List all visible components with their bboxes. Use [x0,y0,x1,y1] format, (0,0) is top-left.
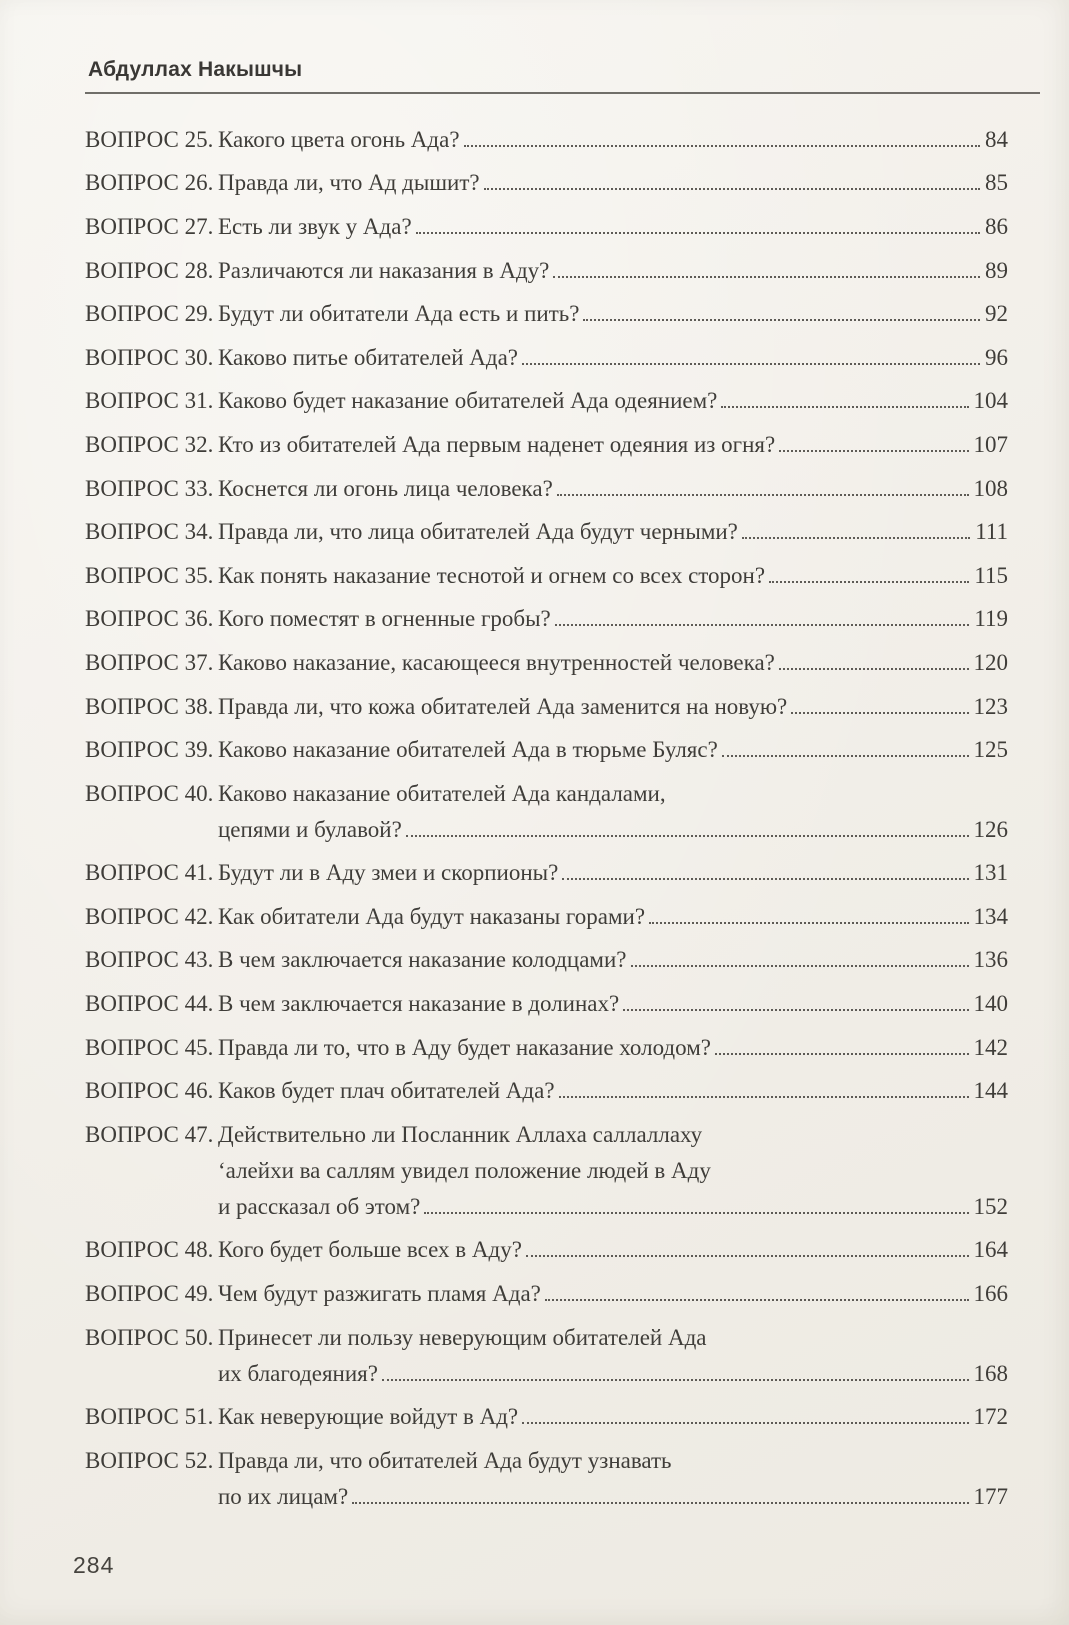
toc-entry-label: ВОПРОС 46. [85,1078,214,1104]
dotted-leader [526,1255,969,1257]
toc-page-number: 136 [973,947,1008,973]
table-of-contents [85,118,1008,1519]
toc-page-number: 86 [985,213,1008,239]
dotted-leader [779,668,969,670]
toc-entry [85,380,1008,424]
dotted-leader [406,835,969,837]
toc-line [85,1276,1008,1312]
toc-line [85,1232,1008,1268]
dotted-leader [553,276,980,278]
toc-entry-text: Правда ли, что кожа обитателей Ада заменится на новую? [218,693,788,719]
toc-entry-label: ВОПРОС 44. [85,991,214,1017]
toc-entry [85,852,1008,896]
toc-entry-text: Каково питье обитателей Ада? [218,344,519,370]
dotted-leader [583,319,980,321]
toc-page-number: 164 [973,1237,1008,1263]
toc-line [85,776,1008,812]
toc-page-number: 84 [985,126,1008,152]
toc-entry-text: Правда ли то, что в Аду будет наказание холодом? [218,1034,711,1060]
toc-entry [85,1439,1008,1519]
toc-entry-text: Правда ли, что обитателей Ада будут узнавать [218,1447,672,1473]
page-number: 284 [73,1552,115,1578]
toc-page-number: 92 [985,301,1008,327]
toc-line [85,427,1008,463]
toc-line [85,471,1008,507]
toc-entry-text: Каково будет наказание обитателей Ада одеянием? [218,388,718,414]
toc-entry [85,982,1008,1026]
dotted-leader [722,755,969,757]
toc-line [85,689,1008,725]
toc-line [85,1479,1008,1515]
toc-page-number: 142 [973,1034,1008,1060]
dotted-leader [649,922,968,924]
toc-page-number: 134 [973,903,1008,929]
toc-page-number: 140 [973,991,1008,1017]
dotted-leader [742,537,970,539]
dotted-leader [562,878,968,880]
toc-entry [85,423,1008,467]
toc-entry-label: ВОПРОС 42. [85,903,214,929]
dotted-leader [715,1053,969,1055]
toc-entry-label: ВОПРОС 41. [85,860,214,886]
toc-line [85,558,1008,594]
toc-line [85,1443,1008,1479]
toc-entry [85,1316,1008,1396]
toc-entry [85,772,1008,852]
dotted-leader [416,232,980,234]
toc-entry [85,728,1008,772]
toc-line [85,340,1008,376]
toc-entry [85,1272,1008,1316]
toc-entry [85,1026,1008,1070]
toc-line [85,601,1008,637]
toc-entry [85,162,1008,206]
toc-page-number: 85 [985,170,1008,196]
toc-entry-text: Кого поместят в огненные гробы? [218,606,551,632]
dotted-leader [464,145,980,147]
toc-entry [85,292,1008,336]
toc-entry-label: ВОПРОС 31. [85,388,214,414]
toc-entry [85,249,1008,293]
toc-entry [85,641,1008,685]
toc-line [85,855,1008,891]
toc-page-number: 166 [973,1281,1008,1307]
toc-page-number: 126 [973,816,1008,842]
toc-entry-label: ВОПРОС 51. [85,1404,214,1430]
toc-entry-label: ВОПРОС 45. [85,1034,214,1060]
toc-entry-text: Каково наказание, касающееся внутренностей человека? [218,649,775,675]
dotted-leader [522,1422,968,1424]
toc-entry-label: ВОПРОС 49. [85,1281,214,1307]
toc-page-number: 172 [973,1404,1008,1430]
toc-page-number: 104 [973,388,1008,414]
toc-entry-text: В чем заключается наказание в долинах? [218,991,620,1017]
header-rule [85,92,1040,94]
toc-entry [85,205,1008,249]
toc-entry-label: ВОПРОС 33. [85,475,214,501]
toc-page-number: 96 [985,344,1008,370]
toc-page-number: 177 [973,1483,1008,1509]
toc-entry [85,467,1008,511]
toc-page-number: 111 [975,519,1008,545]
toc-page-number: 89 [985,257,1008,283]
dotted-leader [779,450,968,452]
toc-page-number: 123 [973,693,1008,719]
toc-line [85,1030,1008,1066]
toc-line [85,296,1008,332]
toc-line [85,122,1008,158]
dotted-leader [555,624,970,626]
toc-line [85,1356,1008,1392]
toc-line [85,645,1008,681]
dotted-leader [791,712,968,714]
dotted-leader [623,1009,968,1011]
toc-entry-text: Правда ли, что лица обитателей Ада будут черными? [218,519,738,545]
toc-entry-label: ВОПРОС 39. [85,737,214,763]
toc-entry-label: ВОПРОС 36. [85,606,214,632]
toc-line [85,514,1008,550]
toc-entry [85,118,1008,162]
toc-entry-label: ВОПРОС 27. [85,213,214,239]
toc-entry-label: ВОПРОС 35. [85,562,214,588]
toc-line [85,942,1008,978]
dotted-leader [545,1299,969,1301]
toc-page-number: 119 [974,606,1008,632]
toc-entry-text: Принесет ли пользу неверующим обитателей Ада [218,1324,707,1350]
toc-page-number: 168 [973,1360,1008,1386]
toc-entry-text: Как неверующие войдут в Ад? [218,1404,519,1430]
toc-entry-label: ВОПРОС 43. [85,947,214,973]
toc-entry-label: ВОПРОС 25. [85,126,214,152]
toc-entry-text: Каково наказание обитателей Ада в тюрьме Буляс? [218,737,718,763]
dotted-leader [559,1096,969,1098]
toc-entry-label: ВОПРОС 52. [85,1447,214,1473]
toc-entry-label: ВОПРОС 48. [85,1237,214,1263]
toc-entry-text: и рассказал об этом? [218,1193,421,1219]
toc-entry [85,1229,1008,1273]
toc-entry-label: ВОПРОС 38. [85,693,214,719]
page-header-author: Абдуллах Накышчы [88,58,303,81]
toc-entry-text: Кто из обитателей Ада первым наденет одеяния из огня? [218,431,776,457]
dotted-leader [769,581,969,583]
toc-entry-text: Правда ли, что Ад дышит? [218,170,480,196]
toc-entry-text: Различаются ли наказания в Аду? [218,257,550,283]
toc-line [85,1073,1008,1109]
toc-entry [85,895,1008,939]
toc-line [85,1153,1008,1189]
dotted-leader [484,188,980,190]
toc-entry-label: ВОПРОС 34. [85,519,214,545]
toc-entry-text: Какого цвета огонь Ада? [218,126,460,152]
toc-entry-text: Есть ли звук у Ада? [218,213,412,239]
toc-line [85,1117,1008,1153]
toc-line [85,1320,1008,1356]
toc-entry [85,685,1008,729]
toc-entry-label: ВОПРОС 47. [85,1121,214,1147]
toc-entry [85,554,1008,598]
dotted-leader [382,1379,969,1381]
dotted-leader [557,494,969,496]
dotted-leader [631,965,969,967]
toc-line [85,165,1008,201]
toc-entry-text: Кого будет больше всех в Аду? [218,1237,522,1263]
toc-line [85,899,1008,935]
toc-entry-text: ‘алейхи ва саллям увидел положение людей в Аду [218,1157,711,1183]
toc-entry-text: по их лицам? [218,1483,349,1509]
toc-entry [85,1395,1008,1439]
toc-entry-text: Будут ли в Аду змеи и скорпионы? [218,860,559,886]
toc-entry-text: Как обитатели Ада будут наказаны горами? [218,903,646,929]
toc-entry-text: Коснется ли огонь лица человека? [218,475,553,501]
toc-entry-text: Чем будут разжигать пламя Ада? [218,1281,541,1307]
toc-entry-label: ВОПРОС 50. [85,1324,214,1350]
toc-page-number: 131 [973,860,1008,886]
toc-page-number: 115 [974,562,1008,588]
toc-entry-text: цепями и булавой? [218,816,402,842]
toc-entry-text: Действительно ли Посланник Аллаха саллаллаху [218,1121,703,1147]
toc-line [85,812,1008,848]
toc-entry [85,1113,1008,1229]
toc-entry [85,939,1008,983]
toc-entry-label: ВОПРОС 29. [85,301,214,327]
toc-line [85,383,1008,419]
toc-entry [85,336,1008,380]
toc-line [85,209,1008,245]
toc-entry-label: ВОПРОС 28. [85,257,214,283]
toc-entry-text: их благодеяния? [218,1360,378,1386]
toc-line [85,1399,1008,1435]
toc-page-number: 144 [973,1078,1008,1104]
toc-page-number: 108 [973,475,1008,501]
dotted-leader [721,406,968,408]
toc-entry-text: Каково наказание обитателей Ада кандалами, [218,780,666,806]
toc-page-number: 107 [973,431,1008,457]
toc-entry-text: Будут ли обитатели Ада есть и пить? [218,301,580,327]
toc-line [85,986,1008,1022]
toc-entry [85,1069,1008,1113]
toc-entry-label: ВОПРОС 37. [85,649,214,675]
dotted-leader [352,1502,968,1504]
toc-entry-text: В чем заключается наказание колодцами? [218,947,627,973]
toc-entry-text: Каков будет плач обитателей Ада? [218,1078,555,1104]
toc-page-number: 120 [973,649,1008,675]
toc-entry-text: Как понять наказание теснотой и огнем со всех сторон? [218,562,766,588]
toc-line [85,253,1008,289]
dotted-leader [522,363,980,365]
toc-line [85,732,1008,768]
toc-page-number: 125 [973,737,1008,763]
toc-entry [85,598,1008,642]
toc-page-number: 152 [973,1193,1008,1219]
toc-entry [85,510,1008,554]
toc-entry-label: ВОПРОС 32. [85,431,214,457]
dotted-leader [424,1212,968,1214]
toc-entry-label: ВОПРОС 30. [85,344,214,370]
toc-line [85,1189,1008,1225]
toc-entry-label: ВОПРОС 40. [85,780,214,806]
toc-entry-label: ВОПРОС 26. [85,170,214,196]
